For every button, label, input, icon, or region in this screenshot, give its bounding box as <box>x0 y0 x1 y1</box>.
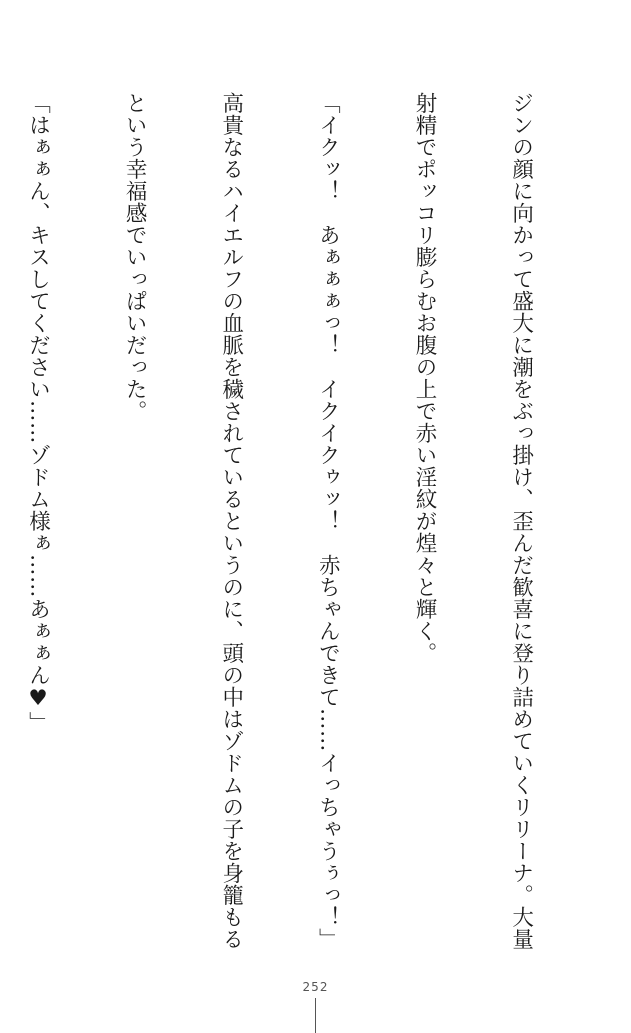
text-line: ジンの顔に向かって盛大に潮をぶっ掛け、歪んだ歓喜に登り詰めていくリリーナ。大量 <box>508 92 534 950</box>
body-text <box>21 92 601 952</box>
page-number: 252 <box>302 980 329 994</box>
text-line: 「イクッ！ あぁぁぁっ！ イクイクゥッ！ 赤ちゃんできて……イっちゃうぅっ！」 <box>315 92 341 950</box>
text-line: という幸福感でいっぱいだった。 <box>122 92 148 422</box>
text-line: 「はぁぁん、キスしてください……ゾドム様ぁ……あぁぁん♥」 <box>25 92 51 734</box>
text-line: 射精でポッコリ膨らむお腹の上で赤い淫紋が煌々と輝く。 <box>411 92 437 664</box>
page-number-rule <box>315 998 316 1033</box>
text-line: 高貴なるハイエルフの血脈を穢されているというのに、頭の中はゾドムの子を身籠もる <box>218 92 244 950</box>
